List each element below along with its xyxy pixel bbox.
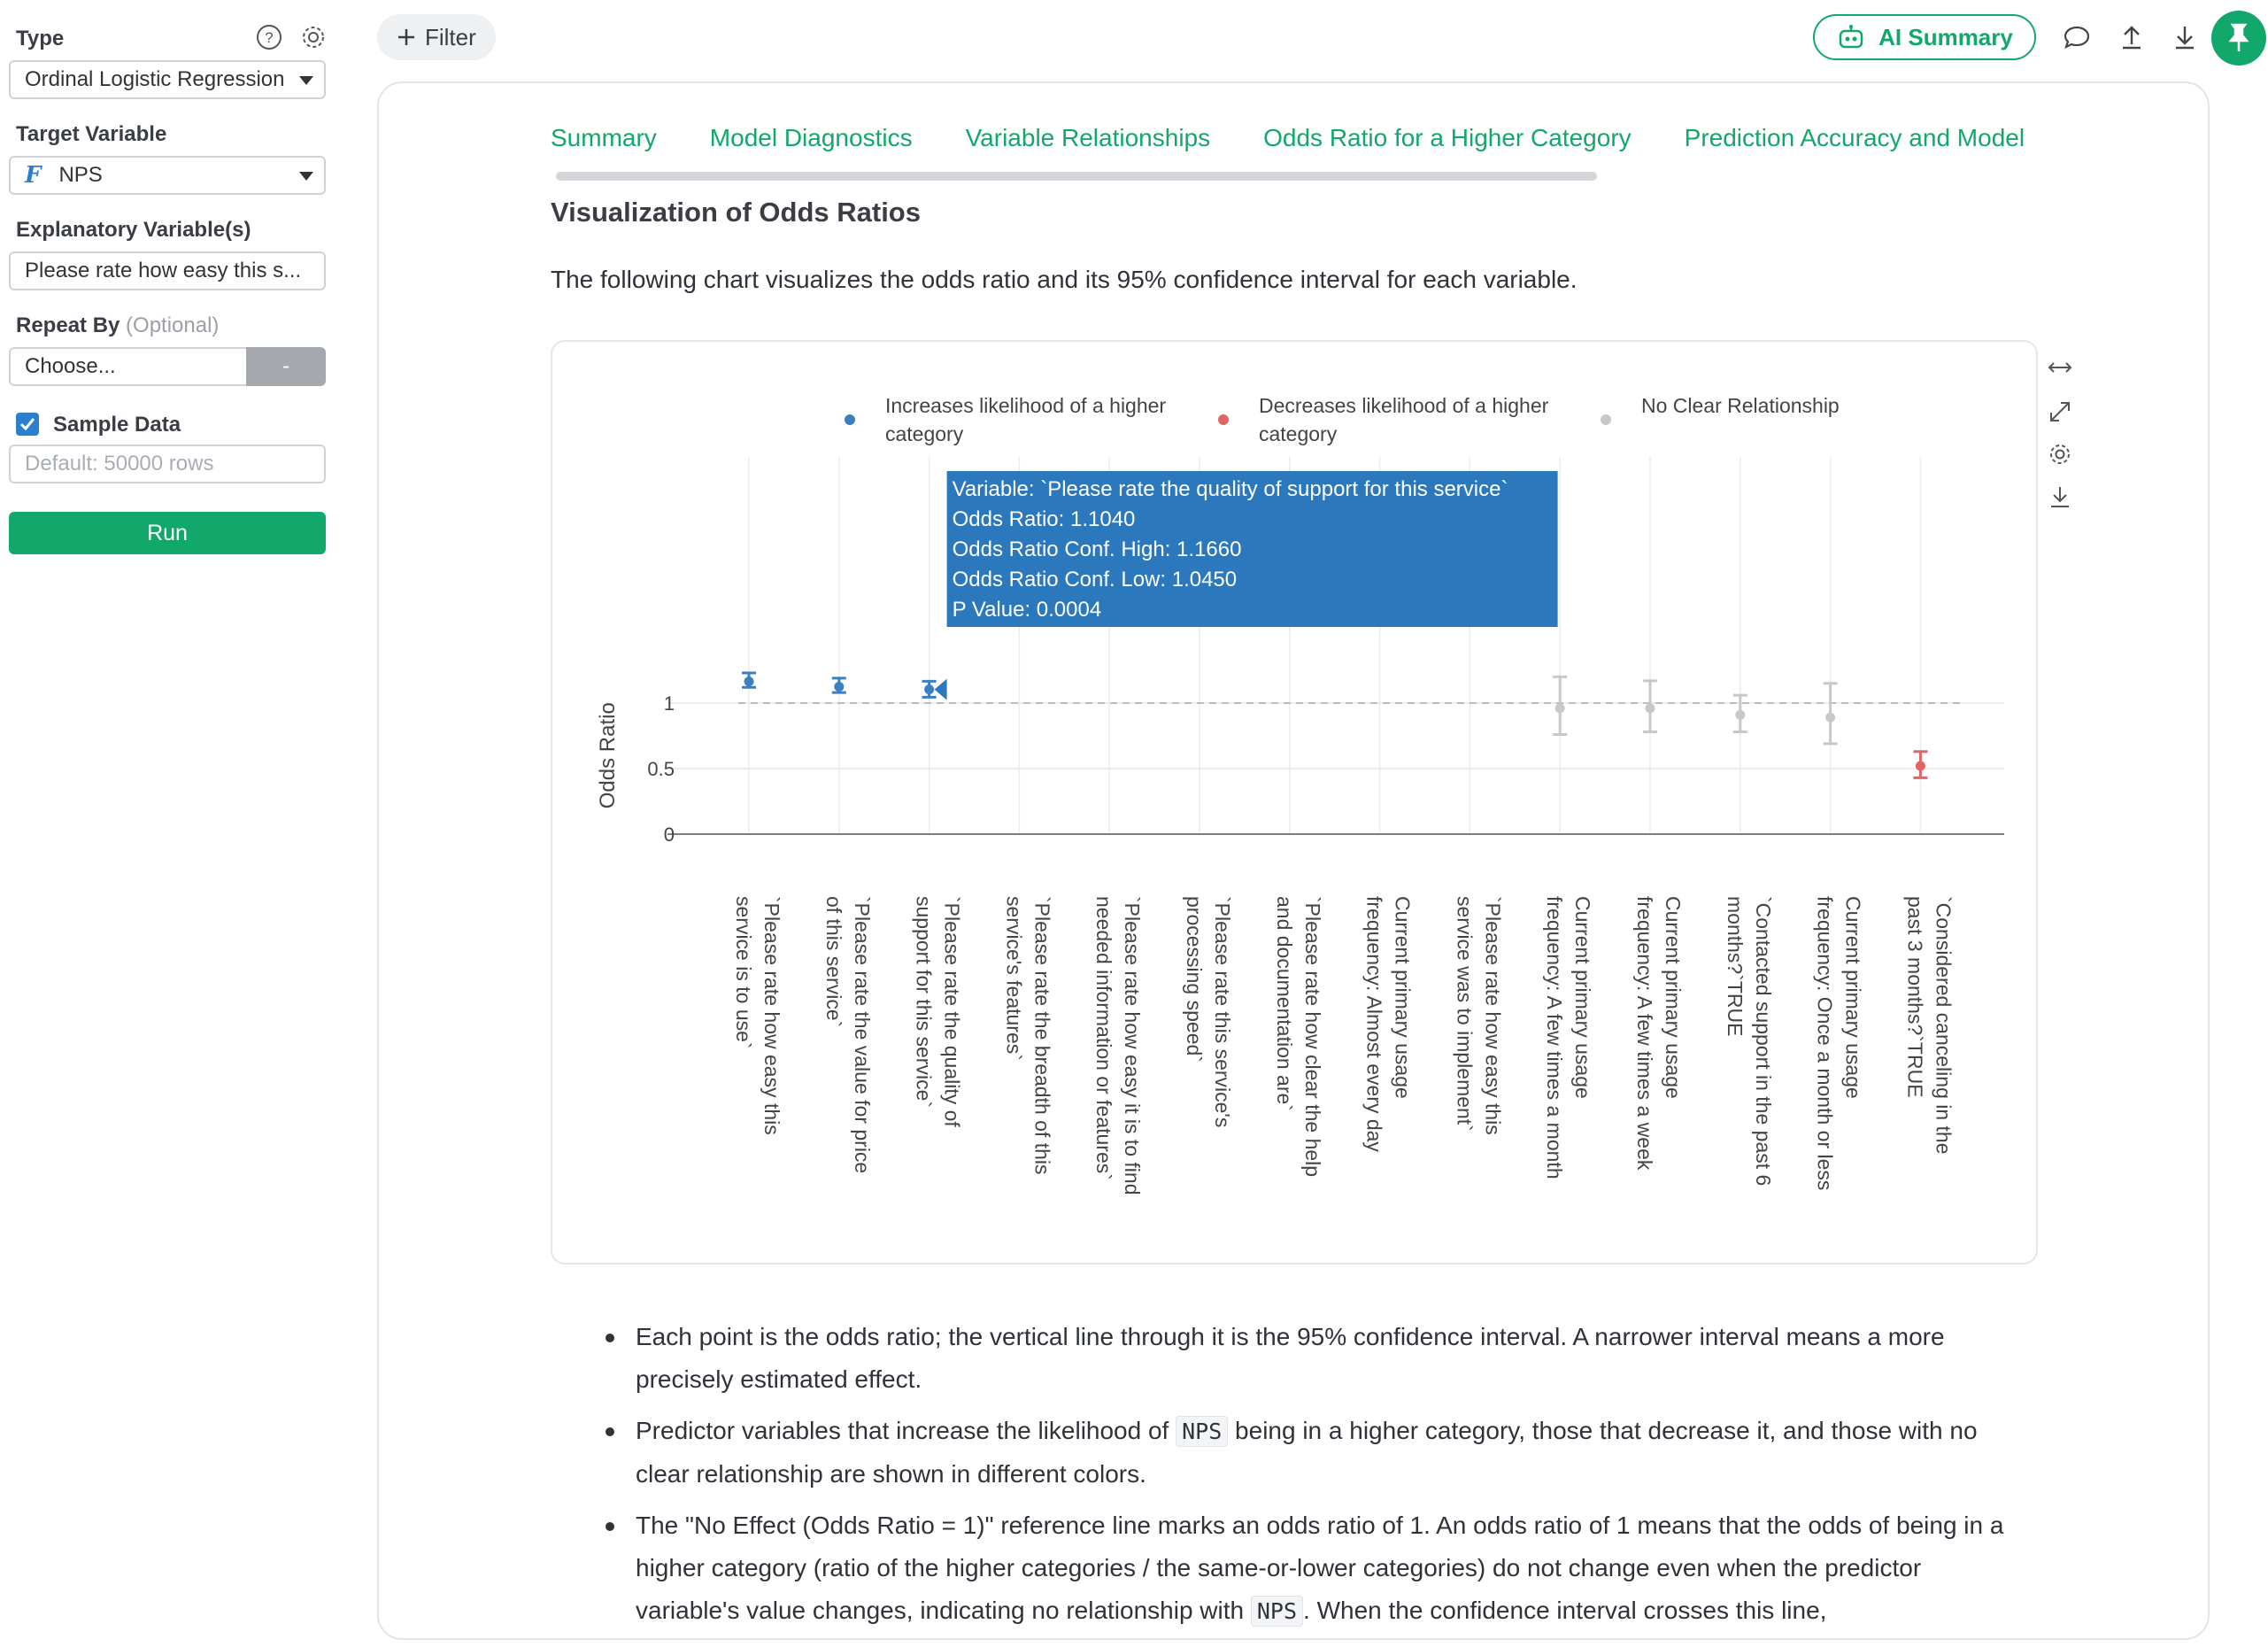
sample-data-checkbox[interactable] [16, 413, 39, 436]
x-tick-label: service was to implement` [1453, 896, 1477, 1132]
x-tick-label: Current primary usage [1391, 896, 1415, 1099]
type-label: Type [16, 27, 65, 50]
legend-label: No Clear Relationship [1641, 394, 1840, 417]
target-variable-value: NPS [58, 163, 103, 187]
pin-button[interactable] [2211, 11, 2266, 66]
chart-download-icon[interactable] [2047, 483, 2073, 514]
x-tick-label: `Please rate how clear the help [1300, 896, 1324, 1178]
target-variable-label: Target Variable [16, 122, 167, 146]
pin-icon [2211, 11, 2266, 66]
help-icon[interactable] [255, 23, 283, 51]
y-tick-label: 1 [663, 692, 675, 715]
x-tick-label: `Please rate how easy this [1481, 896, 1505, 1135]
x-tick-label: needed information or features` [1092, 896, 1116, 1180]
download-icon[interactable] [2171, 23, 2199, 51]
data-point [1825, 713, 1835, 723]
resize-horizontal-icon[interactable] [2047, 354, 2073, 385]
tab-summary[interactable]: Summary [551, 124, 657, 151]
chevron-down-icon [299, 172, 313, 181]
x-tick-label: past 3 months?`TRUE [1903, 896, 1927, 1098]
explanatory-variables-label: Explanatory Variable(s) [16, 218, 251, 242]
plus-icon [397, 27, 416, 47]
x-tick-label: Current primary usage [1841, 896, 1865, 1099]
repeat-by-select[interactable]: Choose... [9, 347, 246, 386]
list-item [606, 1504, 2013, 1633]
code-token: NPS [1176, 1416, 1228, 1447]
x-tick-label: processing speed` [1183, 896, 1206, 1063]
note-text: The "No Effect (Odds Ratio = 1)" reference line marks an odds ratio of 1. An odds ratio of 1 means that the odds of being in a higher category (ratio of the higher categories / the same-or-lower categories) do not change even when the predictor variable's value changes, indicating no relationship with [636, 1512, 2004, 1624]
data-point [1555, 703, 1565, 713]
tab-variable-relationships[interactable]: Variable Relationships [965, 124, 1211, 151]
y-tick-label: 0 [663, 824, 675, 846]
tooltip-line: P Value: 0.0004 [952, 598, 1102, 622]
legend-label: category [885, 422, 964, 445]
x-tick-label: Current primary usage [1662, 896, 1685, 1099]
filter-button[interactable] [377, 14, 496, 60]
x-tick-label: frequency: A few times a week [1633, 896, 1656, 1171]
tooltip-line: Odds Ratio Conf. Low: 1.0450 [952, 568, 1238, 592]
tooltip-arrow [935, 679, 947, 700]
x-tick-label: of this service` [822, 896, 845, 1028]
check-icon [19, 415, 36, 433]
notes-list [606, 1316, 2013, 1640]
x-tick-label: months?`TRUE [1723, 896, 1747, 1037]
x-tick-label: `Please rate the value for price [850, 896, 874, 1174]
run-button[interactable]: Run [9, 512, 326, 554]
sidebar [0, 0, 345, 1647]
note-text: Each point is the odds ratio; the vertical line through it is the 95% confidence interval. A narrower interval means a more precisely estimated effect. [636, 1323, 1945, 1393]
x-tick-label: service is to use` [732, 896, 755, 1049]
odds-ratio-chart [551, 340, 2038, 1264]
list-item [606, 1316, 2013, 1401]
section-title: Visualization of Odds Ratios [551, 197, 921, 228]
filter-label: Filter [425, 23, 476, 50]
x-tick-label: and documentation are` [1272, 896, 1296, 1111]
x-tick-label: frequency: Almost every day [1362, 896, 1386, 1152]
tab-prediction-accuracy[interactable]: Prediction Accuracy and Model [1684, 124, 2025, 151]
repeat-by-label-text: Repeat By [16, 313, 120, 337]
x-tick-label: `Contacted support in the past 6 [1751, 896, 1775, 1187]
note-text: Predictor variables that increase the likelihood of [636, 1417, 1169, 1444]
repeat-by-clear-button[interactable]: - [246, 347, 326, 386]
tooltip-line: Odds Ratio Conf. High: 1.1660 [952, 537, 1242, 561]
note-text: being in a higher category, those that decrease it, and those with no clear relationship are shown in different colors. [636, 1417, 1978, 1488]
x-tick-label: `Please rate the breadth of this [1030, 896, 1054, 1175]
data-point [1646, 703, 1655, 713]
legend-marker [845, 414, 855, 425]
data-point [1916, 762, 1925, 771]
tab-odds-ratio-higher-category[interactable]: Odds Ratio for a Higher Category [1263, 124, 1632, 151]
target-variable-select[interactable] [9, 156, 326, 195]
legend-marker [1218, 414, 1229, 425]
data-point [924, 684, 934, 694]
y-axis-label: Odds Ratio [596, 702, 620, 809]
gear-icon[interactable] [299, 23, 328, 51]
data-point [834, 682, 844, 692]
x-tick-label: `Considered canceling in the [1932, 896, 1956, 1155]
x-tick-label: `Please rate the quality of [940, 896, 964, 1127]
expand-icon[interactable] [2047, 398, 2073, 429]
robot-icon [1836, 24, 1866, 50]
x-tick-label: frequency: Once a month or less [1813, 896, 1837, 1191]
list-item [606, 1410, 2013, 1496]
factor-type-icon: F [25, 162, 42, 189]
legend-marker [1601, 414, 1611, 425]
note-text: . When the confidence interval crosses this line, [1303, 1597, 1827, 1624]
type-select-value: Ordinal Logistic Regression [25, 67, 285, 91]
x-tick-label: service's features` [1002, 896, 1026, 1061]
repeat-by-control [9, 347, 326, 386]
optional-hint: (Optional) [126, 313, 220, 337]
ai-summary-label: AI Summary [1878, 23, 2013, 50]
comment-icon[interactable] [2063, 23, 2091, 51]
legend-label: Decreases likelihood of a higher [1259, 394, 1549, 417]
sample-data-label: Sample Data [53, 413, 181, 437]
code-token: NPS [1251, 1596, 1303, 1627]
tab-scrollbar[interactable] [556, 172, 1597, 181]
x-tick-label: `Please rate this service's [1211, 896, 1234, 1128]
svg-text:?: ? [265, 29, 274, 46]
x-tick-label: frequency: A few times a month [1543, 896, 1567, 1179]
x-tick-label: Current primary usage [1571, 896, 1595, 1099]
chevron-down-icon [299, 76, 313, 85]
tab-bar [551, 124, 2025, 152]
tooltip [935, 471, 1558, 700]
legend-label: category [1259, 422, 1338, 445]
x-tick-label: support for this service` [912, 896, 936, 1109]
tooltip-line: Variable: `Please rate the quality of support for this service` [952, 477, 1508, 501]
data-point [1735, 710, 1745, 720]
legend-label: Increases likelihood of a higher [885, 394, 1167, 417]
type-select[interactable] [9, 60, 326, 99]
x-tick-label: `Please rate how easy this [760, 896, 783, 1135]
ai-summary-button[interactable] [1813, 14, 2036, 60]
main-panel [377, 81, 2210, 1640]
tooltip-line: Odds Ratio: 1.1040 [952, 507, 1136, 531]
chart-settings-icon[interactable] [2047, 441, 2073, 472]
upload-icon[interactable] [2118, 23, 2146, 51]
y-tick-label: 0.5 [647, 758, 675, 780]
section-intro: The following chart visualizes the odds ratio and its 95% confidence interval for each variable. [551, 266, 1578, 293]
x-tick-label: `Please rate how easy it is to find [1121, 896, 1145, 1195]
sample-rows-input[interactable]: Default: 50000 rows [9, 445, 326, 483]
tab-model-diagnostics[interactable]: Model Diagnostics [709, 124, 913, 151]
data-point [744, 677, 754, 686]
explanatory-variables-select[interactable]: Please rate how easy this s... [9, 251, 326, 290]
chart-svg [552, 342, 2040, 1266]
repeat-by-label [16, 313, 219, 338]
